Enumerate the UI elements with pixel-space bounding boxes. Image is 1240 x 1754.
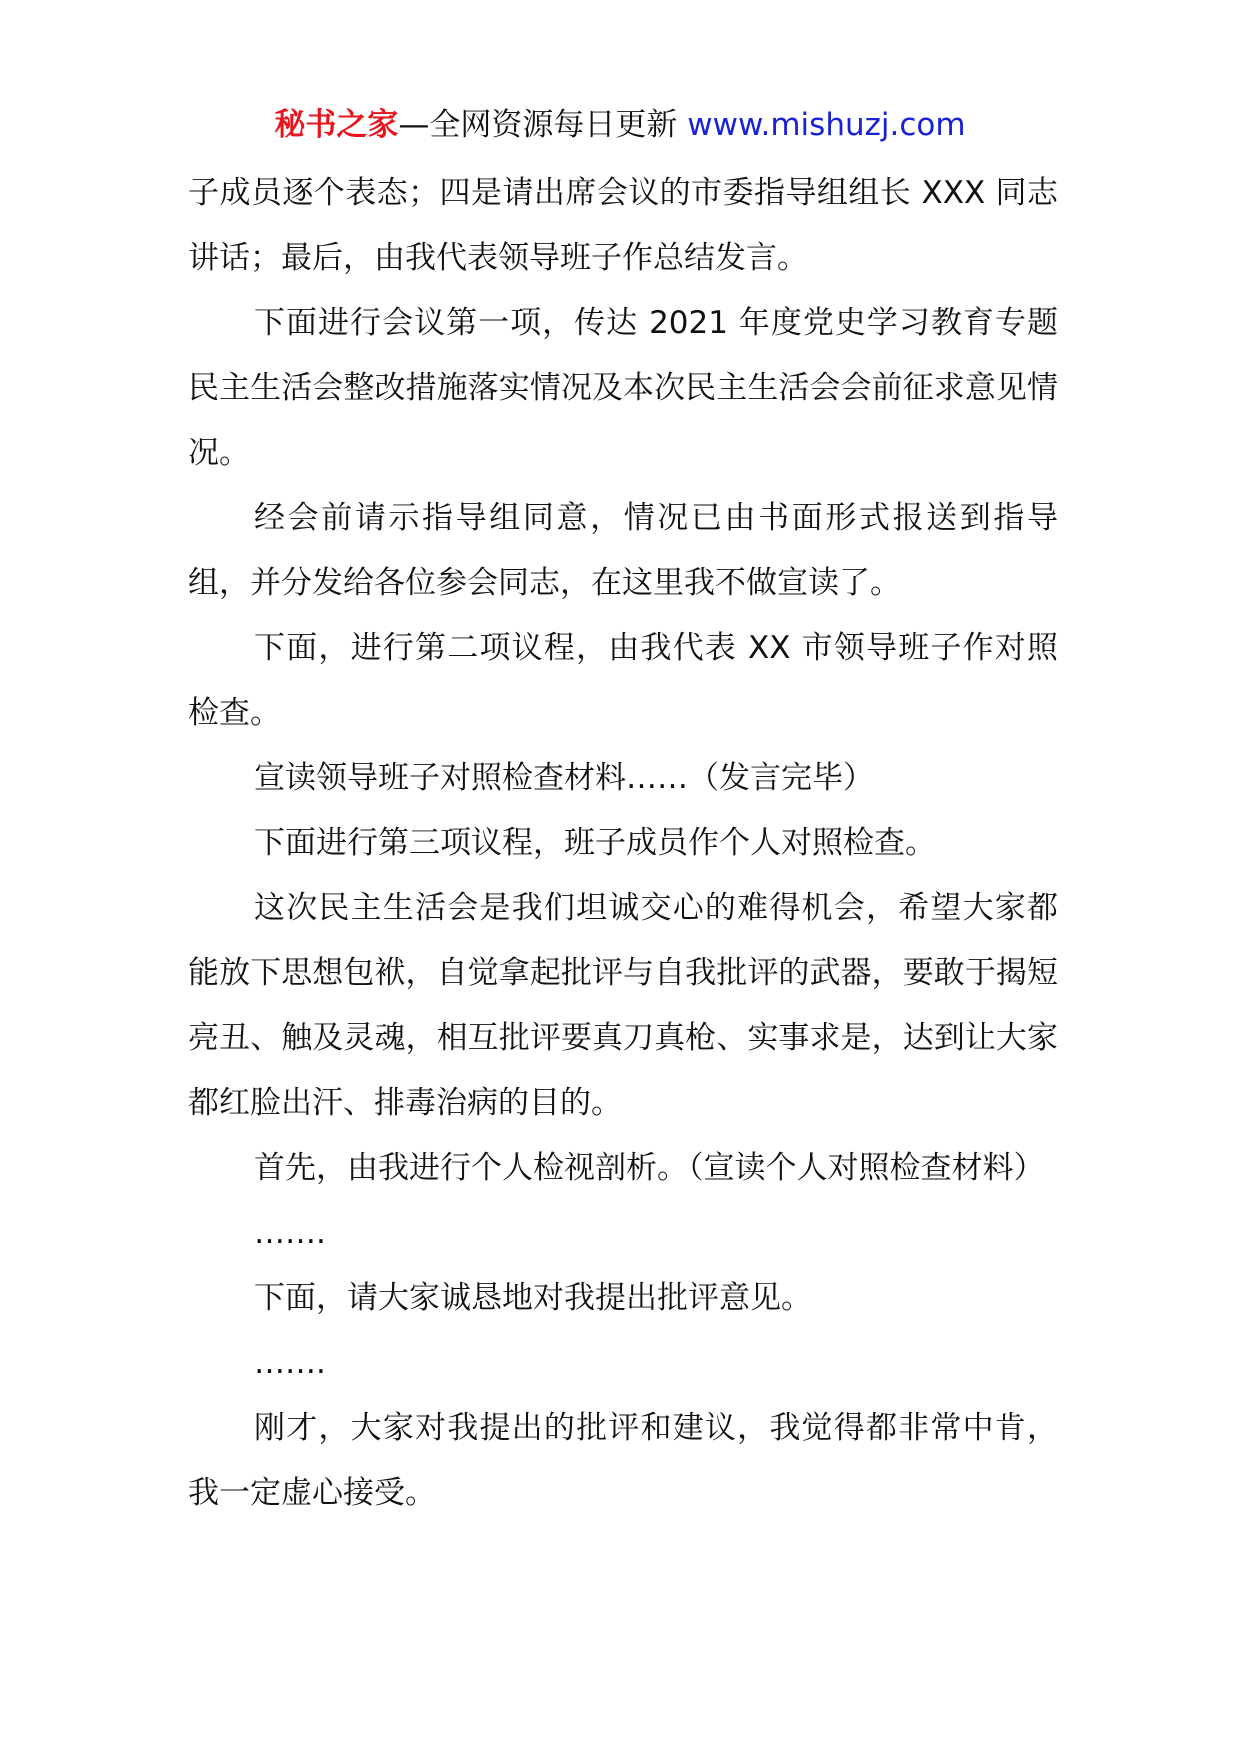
document-body — [188, 161, 1058, 1526]
paragraph: ……. — [254, 1345, 326, 1381]
paragraph: 子成员逐个表态；四是请出席会议的市委指导组组长 XXX 同志讲话；最后，由我代表领导班子作总结发言。 — [188, 175, 1058, 276]
paragraph: 下面进行会议第一项，传达 2021 年度党史学习教育专题民主生活会整改措施落实情况及本次民主生活会会前征求意见情况。 — [188, 305, 1058, 471]
header-url-link[interactable]: www.mishuzj.com — [687, 107, 966, 143]
paragraph: 下面进行第三项议程，班子成员作个人对照检查。 — [254, 825, 936, 861]
paragraph: 下面，进行第二项议程，由我代表 XX 市领导班子作对照检查。 — [188, 630, 1058, 731]
paragraph: 宣读领导班子对照检查材料……（发言完毕） — [254, 760, 874, 796]
header-slogan: —全网资源每日更新 — [398, 107, 688, 143]
page-header — [0, 100, 1240, 150]
paragraph: ……. — [254, 1215, 326, 1251]
brand-name: 秘书之家 — [274, 107, 399, 143]
paragraph: 经会前请示指导组同意，情况已由书面形式报送到指导组，并分发给各位参会同志，在这里我不做宣读了。 — [188, 500, 1058, 601]
paragraph: 下面，请大家诚恳地对我提出批评意见。 — [254, 1280, 812, 1316]
paragraph: 这次民主生活会是我们坦诚交心的难得机会，希望大家都能放下思想包袱，自觉拿起批评与自我批评的武器，要敢于揭短亮丑、触及灵魂，相互批评要真刀真枪、实事求是，达到让大家都红脸出汗、排毒治病的目的。 — [188, 890, 1058, 1121]
paragraph: 首先，由我进行个人检视剖析。（宣读个人对照检查材料） — [254, 1150, 1045, 1186]
paragraph: 刚才，大家对我提出的批评和建议，我觉得都非常中肯，我一定虚心接受。 — [188, 1410, 1058, 1511]
